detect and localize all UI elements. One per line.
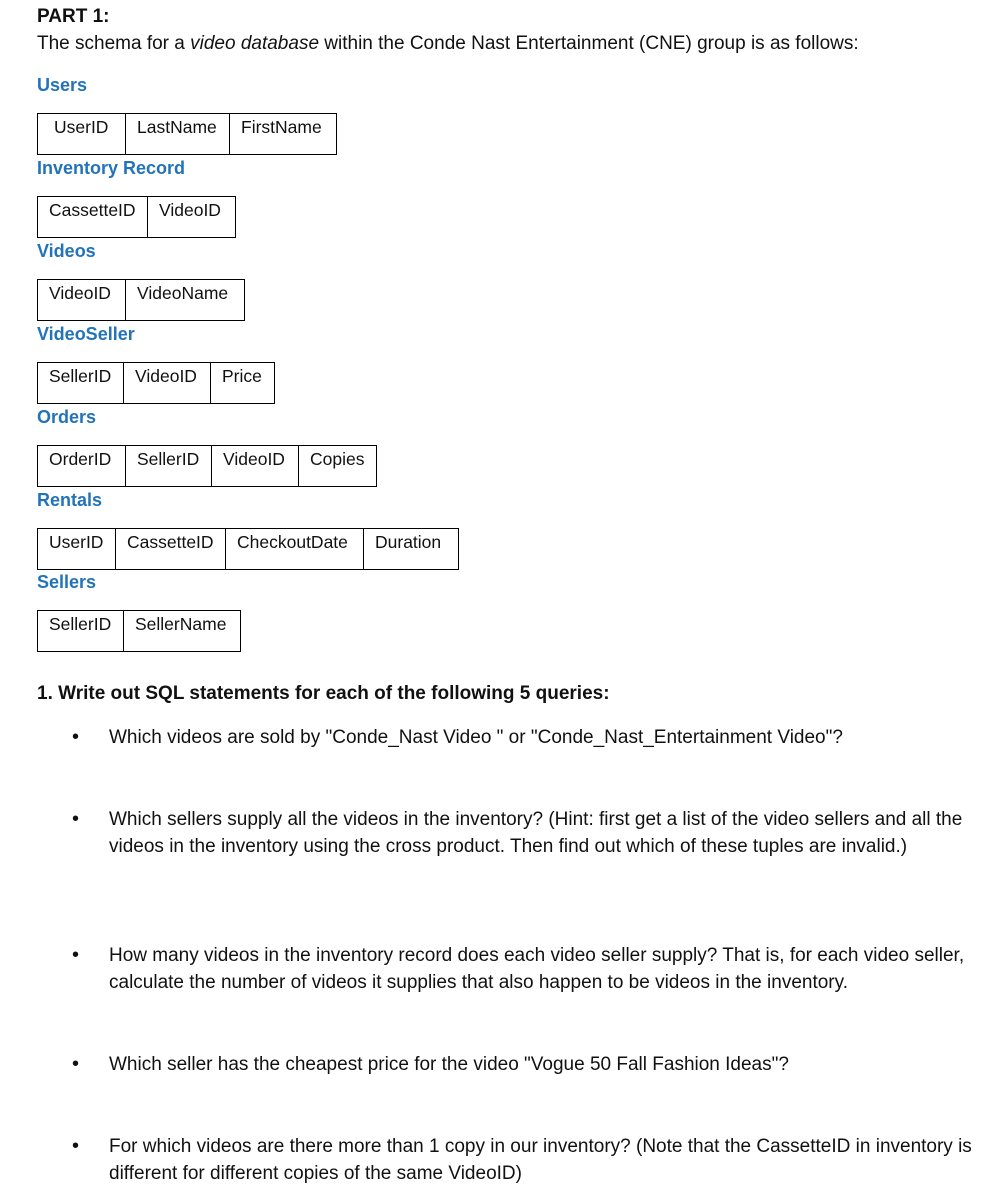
schema-videoseller bbox=[37, 362, 275, 404]
column-cell: VideoID bbox=[159, 200, 221, 220]
intro-before: The schema for a bbox=[37, 33, 191, 54]
schema-inventory-record bbox=[37, 196, 236, 238]
column-cell: SellerID bbox=[38, 611, 124, 651]
column-cell: CassetteID bbox=[38, 197, 148, 237]
question-item: For which videos are there more than 1 copy in our inventory? (Note that the CassetteID in inventory is different for different copies of the same VideoID) bbox=[109, 1136, 972, 1184]
questions-heading: 1. Write out SQL statements for each of the following 5 queries: bbox=[37, 683, 610, 704]
table-label-inventory-record: Inventory Record bbox=[37, 158, 186, 178]
schema-rentals bbox=[37, 528, 459, 570]
column-cell: SellerName bbox=[135, 614, 227, 634]
column-cell: UserID bbox=[38, 529, 116, 569]
bullet-icon: • bbox=[72, 808, 80, 830]
schema-videos bbox=[37, 279, 245, 321]
column-cell: SellerID bbox=[126, 446, 212, 486]
column-cell: Copies bbox=[310, 449, 365, 469]
column-cell: VideoID bbox=[212, 446, 299, 486]
schema-sellers bbox=[37, 610, 241, 652]
intro-text bbox=[37, 33, 859, 55]
bullet-icon: • bbox=[72, 944, 80, 966]
intro-after: within the Conde Nast Entertainment (CNE) group is as follows: bbox=[319, 33, 859, 54]
table-label-rentals: Rentals bbox=[37, 490, 103, 510]
schema-users bbox=[37, 113, 337, 155]
part-title: PART 1: bbox=[37, 6, 110, 27]
column-cell: CassetteID bbox=[116, 529, 226, 569]
column-cell: Price bbox=[222, 366, 262, 386]
question-item: Which sellers supply all the videos in the inventory? (Hint: first get a list of the video sellers and all the videos in the inventory using the cross product. Then find out which of these tuples are invalid.) bbox=[109, 809, 963, 857]
column-cell: Duration bbox=[375, 532, 442, 552]
column-cell: CheckoutDate bbox=[226, 529, 364, 569]
bullet-icon: • bbox=[72, 1053, 80, 1075]
column-cell: SellerID bbox=[38, 363, 124, 403]
intro-italic: video database bbox=[190, 33, 320, 54]
column-cell: LastName bbox=[126, 114, 230, 154]
question-item: Which videos are sold by "Conde_Nast Video " or "Conde_Nast_Entertainment Video"? bbox=[109, 727, 843, 748]
table-label-sellers: Sellers bbox=[37, 572, 97, 592]
table-label-videoseller: VideoSeller bbox=[37, 324, 135, 344]
column-cell: UserID bbox=[38, 114, 126, 154]
column-cell: VideoID bbox=[38, 280, 126, 320]
table-label-users: Users bbox=[37, 75, 88, 95]
column-cell: VideoName bbox=[137, 283, 229, 303]
table-label-orders: Orders bbox=[37, 407, 97, 427]
column-cell: FirstName bbox=[241, 117, 322, 137]
bullet-icon: • bbox=[72, 1135, 80, 1157]
table-label-videos: Videos bbox=[37, 241, 96, 261]
question-item: How many videos in the inventory record does each video seller supply? That is, for each video seller, calculate the number of videos it supplies that also happen to be videos in the inventory. bbox=[109, 945, 965, 993]
bullet-icon: • bbox=[72, 726, 80, 748]
schema-orders bbox=[37, 445, 377, 487]
column-cell: VideoID bbox=[124, 363, 211, 403]
column-cell: OrderID bbox=[38, 446, 126, 486]
question-item: Which seller has the cheapest price for the video "Vogue 50 Fall Fashion Ideas"? bbox=[109, 1054, 789, 1075]
